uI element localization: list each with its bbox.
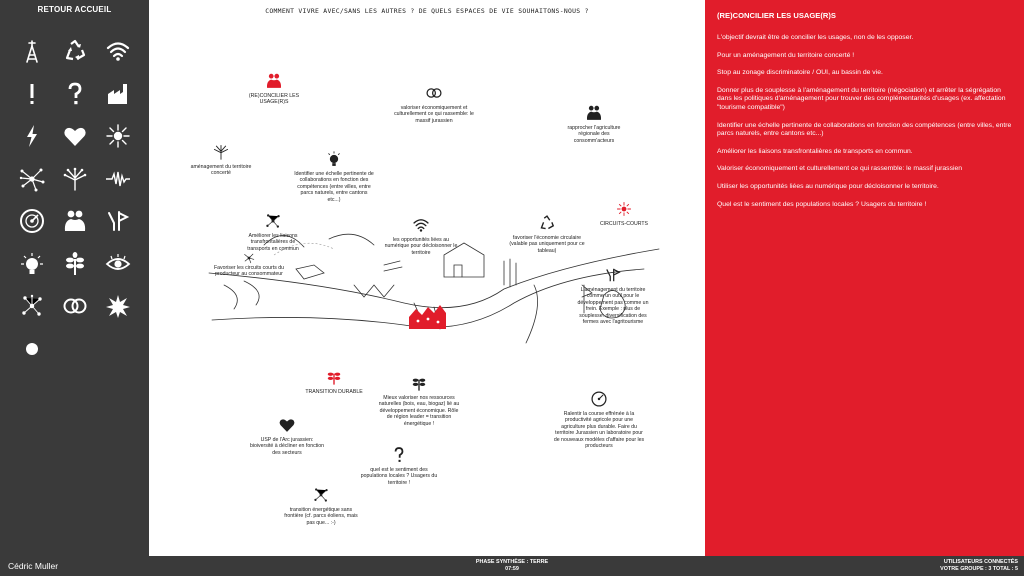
canvas-question: COMMENT VIVRE AVEC/SANS LES AUTRES ? DE QUELS ESPACES DE VIE SOUHAITONS-NOUS ? bbox=[265, 7, 589, 15]
dot-icon[interactable] bbox=[12, 328, 52, 371]
node-scatter-icon bbox=[312, 486, 330, 504]
wifi-icon bbox=[412, 216, 430, 234]
note-text: TRANSITION DURABLE bbox=[305, 389, 363, 395]
note-valoriser[interactable] bbox=[394, 84, 474, 124]
panel-paragraph: Utiliser les opportunités liées au numérique pour décloisonner le territoire. bbox=[717, 182, 939, 190]
note-rapprocher[interactable] bbox=[559, 104, 629, 144]
burst-network-icon[interactable] bbox=[12, 158, 52, 201]
phase-indicator bbox=[0, 559, 1024, 572]
plant-icon bbox=[325, 368, 343, 386]
status-bar bbox=[0, 556, 1024, 576]
tool-grid bbox=[12, 30, 142, 370]
panel-paragraph: Pour un aménagement du territoire concerté ! bbox=[717, 51, 855, 59]
connected-users-counts: VOTRE GROUPE : 3 TOTAL : 5 bbox=[940, 565, 1018, 572]
target-icon[interactable] bbox=[12, 200, 52, 243]
note-text: Améliorer les liaisons transfrontalières de transports en commun bbox=[247, 233, 299, 252]
panel-title: (RE)CONCILIER LES USAGE(R)S bbox=[717, 11, 836, 20]
plant-icon bbox=[410, 374, 428, 392]
phase-label: PHASE SYNTHÈSE : TERRE bbox=[475, 559, 549, 565]
question-icon bbox=[390, 446, 408, 464]
abstract-flag-icon bbox=[604, 266, 622, 284]
exclamation-icon[interactable] bbox=[12, 73, 52, 116]
note-text: L'aménagement du territoire comme un outil pour le développement pas comme un frein. Exemple : plus de souplesse: diversification des fermes avec l'agritourisme bbox=[577, 287, 649, 326]
recycle-icon[interactable] bbox=[55, 30, 95, 73]
connected-users bbox=[940, 559, 1018, 572]
note-energie[interactable] bbox=[283, 486, 359, 526]
note-sentiment[interactable] bbox=[359, 446, 439, 486]
fork-roots-icon bbox=[212, 143, 230, 161]
note-text: les opportunités liées au numérique pour décloisonner le territoire bbox=[384, 237, 458, 256]
recycle-icon bbox=[538, 214, 556, 232]
note-text: transition énergétique sans frontière (cf. parcs éoliens, mais pas que... :-) bbox=[284, 507, 358, 526]
note-circuits[interactable] bbox=[589, 200, 659, 227]
note-text: CIRCUITS-COURTS bbox=[599, 221, 649, 227]
node-scatter-icon bbox=[264, 212, 282, 230]
note-text: rapprocher l'agriculture régionale des consomm'acteurs bbox=[567, 125, 621, 144]
note-circuits-courts-favor[interactable] bbox=[211, 252, 287, 278]
antenna-icon[interactable] bbox=[12, 30, 52, 73]
spark-lamp-icon[interactable] bbox=[12, 243, 52, 286]
eye-icon[interactable] bbox=[98, 243, 138, 286]
panel-paragraph: Identifier une échelle pertinente de collaborations en fonction des compétences (entre villes, entre parcs naturels, entre cantons etc...) bbox=[717, 121, 1012, 138]
drawing-canvas[interactable] bbox=[149, 0, 705, 556]
note-text: Mieux valoriser nos ressources naturelles (bois, eau, biogaz) lié au développement économique. Rôle de région leader = transition énergétique ! bbox=[378, 395, 460, 427]
panel-paragraph: Stop au zonage discriminatoire / OUI, au bassin de vie. bbox=[717, 69, 883, 77]
heart-icon[interactable] bbox=[55, 115, 95, 158]
spark-lamp-icon bbox=[325, 150, 343, 168]
note-text: Favoriser les circuits courts du producteur au consommateur bbox=[213, 265, 285, 278]
star-burst-icon[interactable] bbox=[98, 285, 138, 328]
note-economie[interactable] bbox=[507, 214, 587, 254]
sun-icon[interactable] bbox=[98, 115, 138, 158]
question-icon[interactable] bbox=[55, 73, 95, 116]
panel-paragraph: L'objectif devrait être de concilier les usages, non de les opposer. bbox=[717, 34, 914, 41]
note-liaisons[interactable] bbox=[241, 212, 305, 252]
note-text: (RE)CONCILIER LES USAGE(R)S bbox=[248, 93, 300, 106]
note-text: valoriser économiquement et culturellement ce qui rassemble: le massif jurassien bbox=[394, 105, 474, 124]
wifi-icon[interactable] bbox=[98, 30, 138, 73]
phase-timer: 07:59 bbox=[505, 565, 519, 572]
factory-icon[interactable] bbox=[98, 73, 138, 116]
target-icon bbox=[590, 390, 608, 408]
sun-icon bbox=[615, 200, 633, 218]
note-amenagement[interactable] bbox=[181, 143, 261, 177]
lightning-icon[interactable] bbox=[12, 115, 52, 158]
note-ralentir[interactable] bbox=[553, 390, 645, 449]
note-reconcilier[interactable] bbox=[244, 72, 304, 106]
tool-sidebar bbox=[0, 0, 149, 556]
note-outil[interactable] bbox=[575, 266, 651, 325]
note-usp[interactable] bbox=[249, 416, 325, 456]
plant-icon[interactable] bbox=[55, 243, 95, 286]
node-scatter-icon[interactable] bbox=[12, 285, 52, 328]
note-text: favoriser l'économie circulaire (valable pas uniquement pour ce tableau) bbox=[509, 235, 585, 254]
hands-icon bbox=[265, 72, 283, 90]
panel-paragraph: Quel est le sentiment des populations locales ? Usagers du territoire ! bbox=[717, 200, 927, 208]
note-text: Ralentir la course effrénée à la productivité agricole pour une agriculture plus durable. Faire du territoire Jurassien un laboratoire pour de nouveaux modèles d'affaire pour les producteurs bbox=[553, 411, 645, 450]
note-numerique[interactable] bbox=[382, 216, 460, 256]
note-transition[interactable] bbox=[295, 368, 373, 395]
note-text: quel est le sentiment des populations locales ? Usagers du territoire ! bbox=[360, 467, 438, 486]
rings-icon[interactable] bbox=[55, 285, 95, 328]
burst-network-icon bbox=[243, 252, 255, 264]
panel-paragraph: Améliorer les liaisons transfrontalières de transports en commun. bbox=[717, 147, 913, 155]
fork-roots-icon[interactable] bbox=[55, 158, 95, 201]
hands-icon bbox=[585, 104, 603, 122]
note-ressources[interactable] bbox=[377, 374, 461, 427]
pulse-icon[interactable] bbox=[98, 158, 138, 201]
rings-icon bbox=[425, 84, 443, 102]
connected-users-title: UTILISATEURS CONNECTÉS bbox=[943, 559, 1018, 565]
detail-panel bbox=[705, 0, 1024, 556]
note-echelle[interactable] bbox=[294, 150, 374, 203]
note-text: Identifier une échelle pertinente de collaborations en fonction des compétences (entre villes, entre parcs naturels, entre cantons etc...) bbox=[294, 171, 374, 203]
home-button[interactable]: RETOUR ACCUEIL bbox=[37, 5, 112, 14]
panel-paragraph: Valoriser économiquement et culturellement ce qui rassemble: le massif jurassien bbox=[717, 165, 963, 173]
abstract-flag-icon[interactable] bbox=[98, 200, 138, 243]
note-text: aménagement du territoire concerté bbox=[190, 164, 252, 177]
current-user-name: Cédric Muller bbox=[8, 561, 59, 571]
hands-icon[interactable] bbox=[55, 200, 95, 243]
heart-icon bbox=[278, 416, 296, 434]
note-text: USP de l'Arc jurassien: bioiversité à décliner en fonction des secteurs bbox=[249, 437, 325, 456]
panel-paragraph: Donner plus de souplesse à l'aménagement du territoire (négociation) et arrêter la ségrégation dans les politiques d'aménagement pour trouver des complémentarités d'usages (ex. affectation "tourisme compatible") bbox=[717, 86, 1006, 111]
